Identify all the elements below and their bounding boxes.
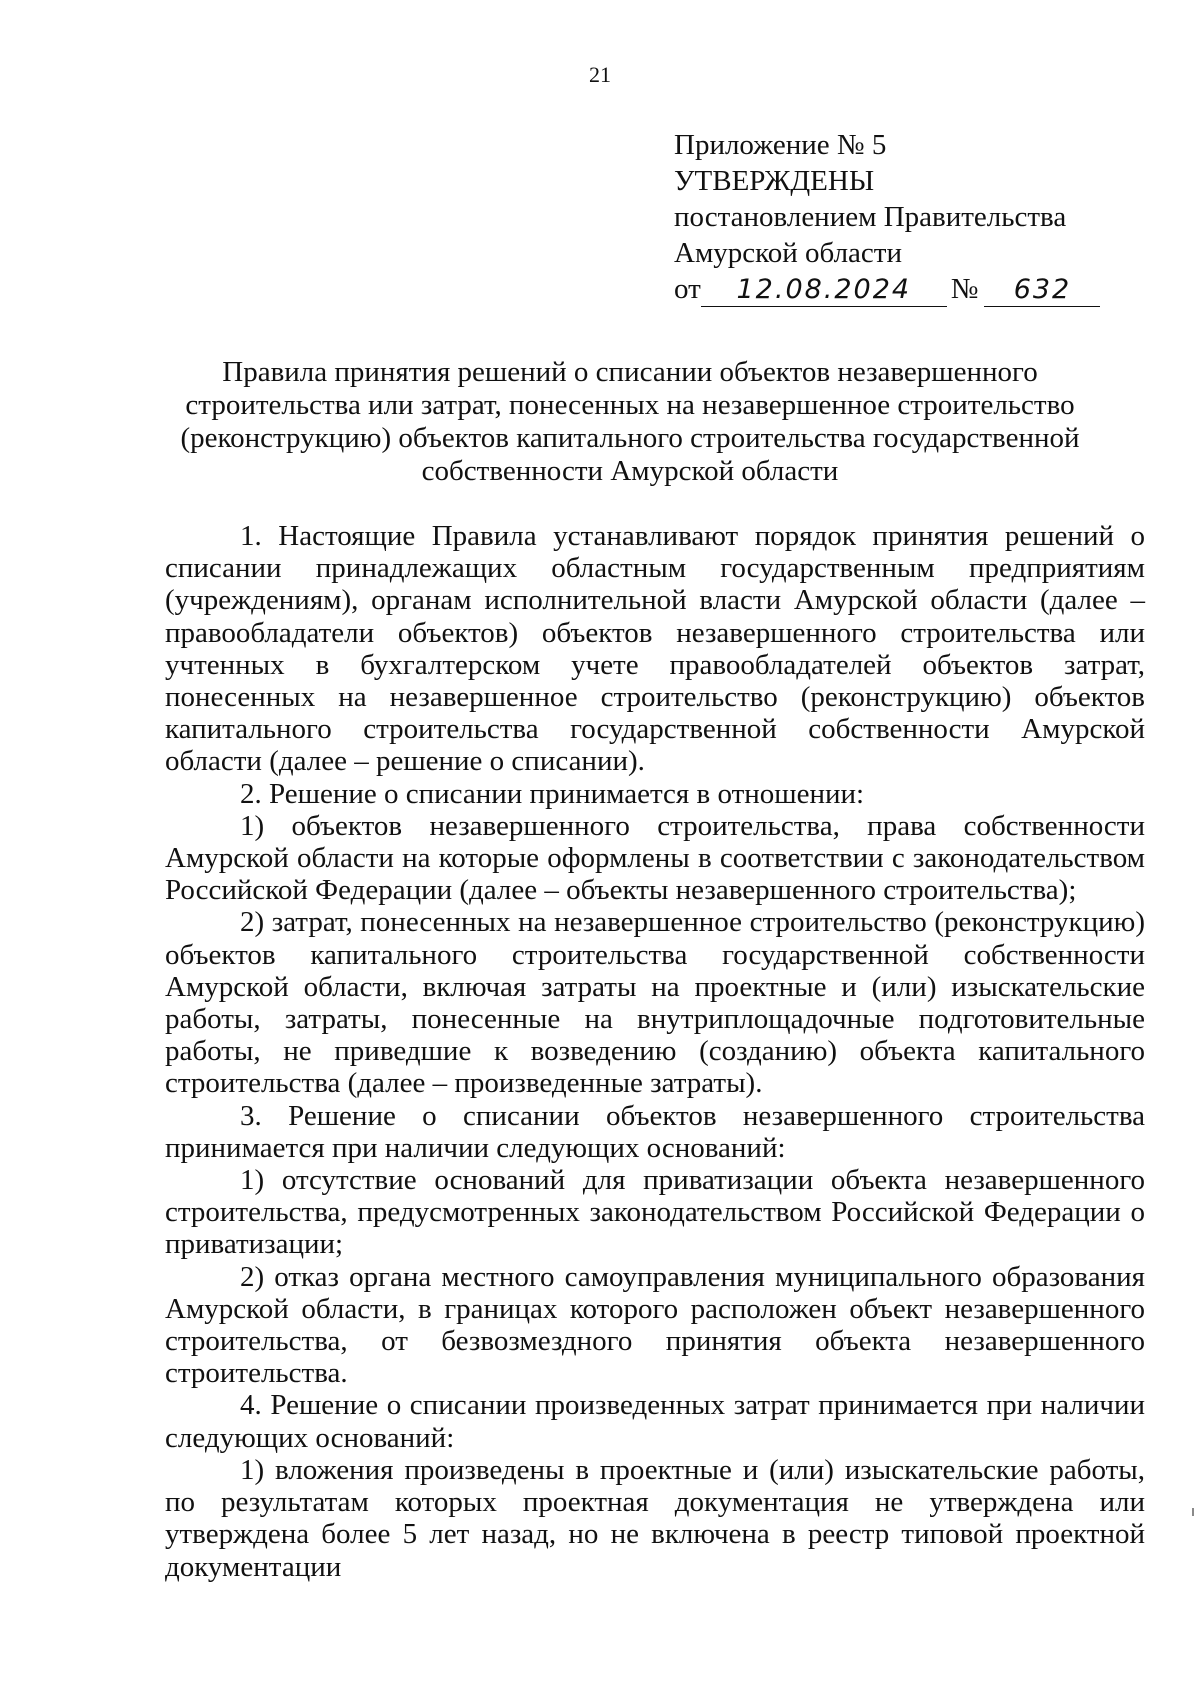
approval-stamp-block <box>674 127 1114 307</box>
paragraph-3: 3. Решение о списании объектов незавершенного строительства принимается при наличии следующих оснований: <box>165 1099 1145 1164</box>
paragraph-2-item-2: 2) затрат, понесенных на незавершенное строительство (реконструкцию) объектов капитального строительства государственной собственности Амурской области, включая затраты на проектные и (или) изыскательские работы, затраты, понесенные на внутриплощадочные подготовительные работы, не приведшие к возведению (созданию) объекта капитального строительства (далее – произведенные затраты). <box>165 906 1145 1100</box>
approved-by-line2: Амурской области <box>674 237 902 269</box>
title-line-3: (реконструкцию) объектов капитального строительства государственной <box>180 422 1080 454</box>
approved-by-line1: постановлением Правительства <box>674 201 1067 233</box>
title-line-1: Правила принятия решений о списании объектов незавершенного <box>222 356 1038 388</box>
scan-artifact-mark <box>1192 1508 1194 1516</box>
paragraph-4: 4. Решение о списании произведенных затрат принимается при наличии следующих оснований: <box>165 1389 1145 1454</box>
paragraph-4-item-1: 1) вложения произведены в проектные и (или) изыскательские работы, по результатам которых проектная документация не утверждена или утверждена более 5 лет назад, но не включена в реестр типовой проектной документации <box>165 1453 1145 1583</box>
approval-date-line <box>674 271 1114 307</box>
title-line-2: строительства или затрат, понесенных на незавершенное строительство <box>185 389 1075 421</box>
paragraph-3-item-2: 2) отказ органа местного самоуправления муниципального образования Амурской области, в границах которого расположен объект незавершенного строительства, от безвозмездного принятия объекта незавершенного строительства. <box>165 1260 1145 1390</box>
document-title <box>150 356 1110 488</box>
paragraph-2: 2. Решение о списании принимается в отношении: <box>240 777 865 810</box>
date-prefix: от <box>674 273 701 305</box>
document-body <box>165 520 1145 1583</box>
page-number: 21 <box>589 62 611 87</box>
paragraph-3-item-1: 1) отсутствие оснований для приватизации объекта незавершенного строительства, предусмотренных законодательством Российской Федерации о приватизации; <box>165 1164 1145 1261</box>
approved-label: УТВЕРЖДЕНЫ <box>674 165 875 197</box>
paragraph-2-item-1: 1) объектов незавершенного строительства, права собственности Амурской области на которые оформлены в соответствии с законодательством Российской Федерации (далее – объекты незавершенного строительства); <box>165 809 1145 907</box>
paragraph-1: 1. Настоящие Правила устанавливают порядок принятия решений о списании принадлежащих областным государственным предприятиям (учреждениям), органам исполнительной власти Амурской области (далее – правообладатели объектов) объектов незавершенного строительства или учтенных в бухгалтерском учете правообладателей объектов затрат, понесенных на незавершенное строительство (реконструкцию) объектов капитального строительства государственной собственности Амурской области (далее – решение о списании). <box>165 520 1145 778</box>
appendix-label: Приложение № 5 <box>674 129 887 161</box>
number-prefix: № <box>950 273 979 305</box>
handwritten-number: 632 <box>984 274 1100 307</box>
title-line-4: собственности Амурской области <box>421 455 839 487</box>
handwritten-date: 12.08.2024 <box>701 274 947 307</box>
